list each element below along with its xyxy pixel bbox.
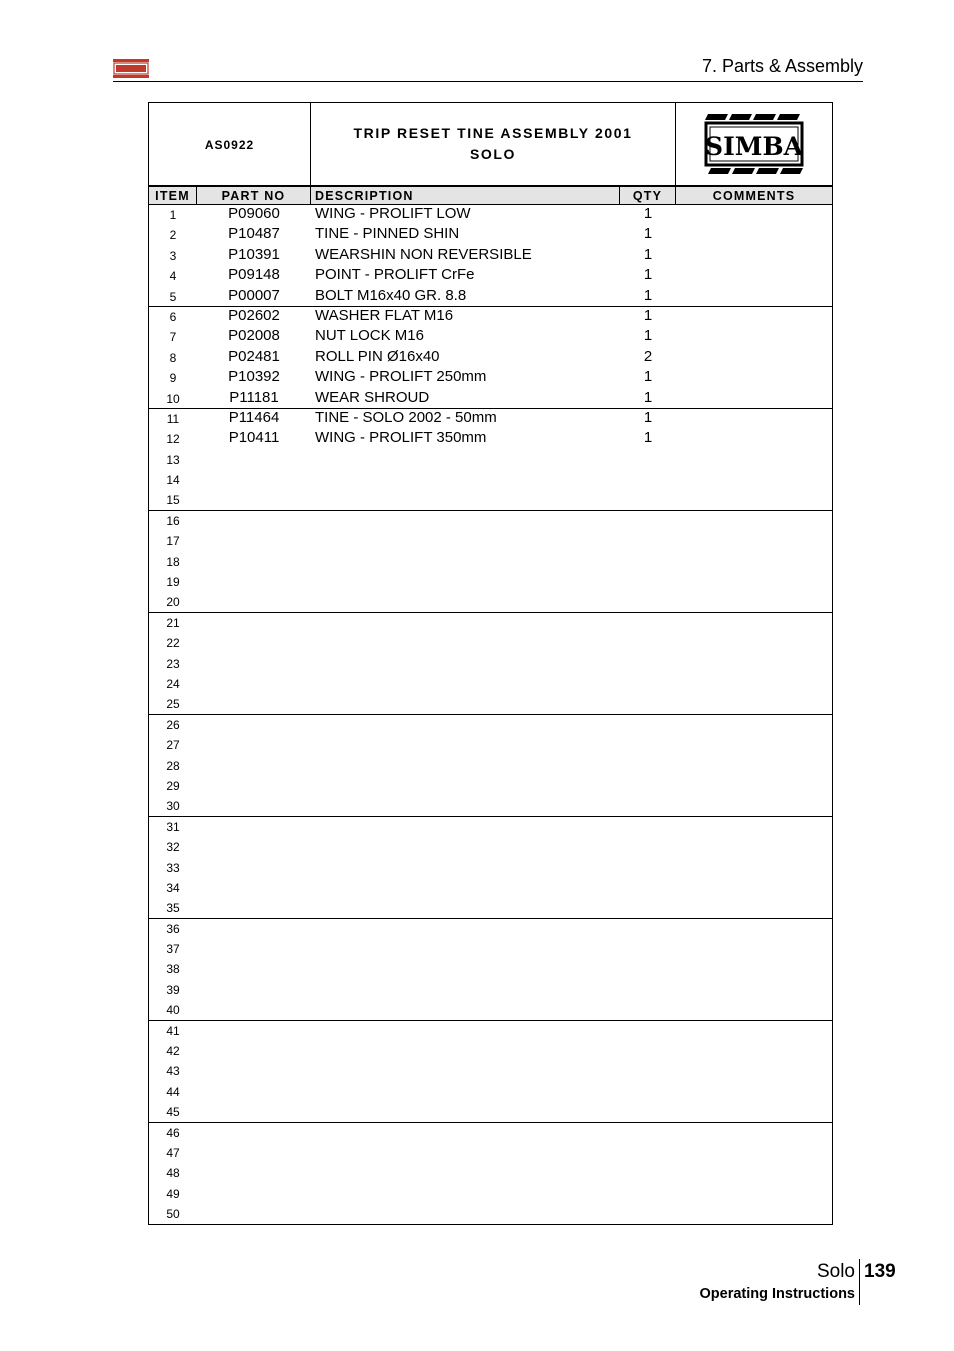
table-row	[149, 205, 832, 225]
table-row	[149, 1204, 832, 1224]
column-header-qty: QTY	[620, 187, 676, 204]
item-number: 18	[166, 554, 180, 569]
item-number: 36	[166, 921, 180, 936]
item-number: 4	[169, 269, 177, 284]
item-number: 17	[166, 534, 180, 549]
part-quantity: 1	[643, 408, 653, 426]
table-row	[149, 409, 832, 429]
item-number: 48	[166, 1166, 180, 1181]
part-number: P10391	[228, 245, 280, 263]
part-description: WEARSHIN NON REVERSIBLE	[315, 245, 532, 263]
part-quantity: 2	[643, 347, 653, 365]
table-row	[149, 837, 832, 857]
table-row	[149, 592, 832, 612]
item-number: 50	[166, 1207, 180, 1222]
part-number: P10411	[228, 429, 280, 447]
item-number: 49	[166, 1186, 180, 1201]
item-number: 26	[166, 717, 180, 732]
item-number: 44	[166, 1084, 180, 1099]
item-number: 23	[166, 656, 180, 671]
item-number: 3	[169, 248, 177, 263]
item-number: 7	[169, 330, 177, 345]
part-description: TINE - PINNED SHIN	[315, 225, 460, 243]
parts-sheet	[148, 102, 833, 1225]
table-row	[149, 735, 832, 755]
brand-logo	[676, 103, 832, 185]
item-number: 39	[166, 982, 180, 997]
table-row	[149, 572, 832, 592]
table-row	[149, 898, 832, 918]
item-number: 31	[166, 819, 180, 834]
table-row	[149, 1082, 832, 1102]
item-number: 28	[166, 758, 180, 773]
table-row	[149, 511, 832, 531]
table-row	[149, 959, 832, 979]
assembly-title-line2: SOLO	[469, 146, 517, 162]
item-number: 24	[166, 676, 180, 691]
table-row	[149, 674, 832, 694]
title-block	[149, 103, 832, 185]
product-name: Solo	[816, 1261, 855, 1282]
table-row	[149, 776, 832, 796]
item-number: 45	[166, 1105, 180, 1120]
item-number: 41	[166, 1023, 180, 1038]
item-number: 15	[166, 493, 180, 508]
item-number: 32	[166, 840, 180, 855]
table-row	[149, 756, 832, 776]
table-row	[149, 429, 832, 449]
item-number: 42	[166, 1044, 180, 1059]
part-quantity: 1	[643, 245, 653, 263]
part-description: WING - PROLIFT LOW	[315, 205, 471, 222]
item-number: 14	[166, 473, 180, 488]
item-number: 40	[166, 1003, 180, 1018]
section-title: 7. Parts & Assembly	[701, 56, 863, 76]
table-row	[149, 225, 832, 245]
table-row	[149, 1041, 832, 1061]
item-number: 13	[166, 452, 180, 467]
table-row	[149, 694, 832, 714]
table-row	[149, 796, 832, 816]
assembly-title-line1: TRIP RESET TINE ASSEMBLY 2001	[353, 125, 633, 141]
table-row	[149, 1143, 832, 1163]
table-row	[149, 1184, 832, 1204]
part-description: WASHER FLAT M16	[315, 306, 454, 324]
column-header-comments: COMMENTS	[712, 189, 796, 203]
column-header-description: DESCRIPTION	[311, 187, 620, 204]
table-row	[149, 858, 832, 878]
item-number: 9	[169, 371, 177, 386]
column-header-part-no: PART NO	[197, 187, 311, 204]
item-number: 22	[166, 636, 180, 651]
item-number: 30	[166, 799, 180, 814]
item-number: 8	[169, 350, 177, 365]
part-description: NUT LOCK M16	[315, 327, 424, 345]
part-quantity: 1	[643, 388, 653, 406]
table-row	[149, 470, 832, 490]
table-row	[149, 1163, 832, 1183]
item-number: 2	[169, 228, 177, 243]
item-number: 12	[166, 432, 180, 447]
part-quantity: 1	[643, 306, 653, 324]
item-number: 37	[166, 942, 180, 957]
part-number: P10392	[228, 368, 280, 386]
item-number: 43	[166, 1064, 180, 1079]
part-number: P11464	[228, 408, 280, 426]
item-number: 27	[166, 738, 180, 753]
page-number: 139	[864, 1261, 896, 1282]
table-row	[149, 327, 832, 347]
table-row	[149, 1000, 832, 1020]
part-description: WING - PROLIFT 350mm	[315, 429, 487, 447]
item-number: 11	[166, 411, 180, 426]
item-number: 20	[166, 595, 180, 610]
table-row	[149, 1102, 832, 1122]
table-row	[149, 1061, 832, 1081]
table-row	[149, 715, 832, 735]
item-number: 21	[166, 615, 180, 630]
table-row	[149, 287, 832, 307]
table-row	[149, 817, 832, 837]
part-number: P09060	[228, 205, 280, 222]
part-quantity: 1	[643, 225, 653, 243]
item-number: 34	[166, 880, 180, 895]
item-number: 6	[169, 309, 177, 324]
table-row	[149, 1123, 832, 1143]
table-row	[149, 633, 832, 653]
document-subtitle: Operating Instructions	[699, 1286, 855, 1302]
part-number: P09148	[228, 266, 280, 284]
table-row	[149, 552, 832, 572]
table-row	[149, 531, 832, 551]
part-quantity: 1	[643, 429, 653, 447]
item-number: 1	[169, 208, 177, 222]
table-row	[149, 389, 832, 409]
svg-text:SIMBA: SIMBA	[705, 132, 803, 161]
assembly-code: AS0922	[149, 103, 311, 185]
item-number: 47	[166, 1145, 180, 1160]
table-row	[149, 613, 832, 633]
table-row	[149, 919, 832, 939]
table-row	[149, 1021, 832, 1041]
item-number: 38	[166, 962, 180, 977]
part-quantity: 1	[643, 286, 653, 304]
column-header-item: ITEM	[149, 187, 197, 204]
part-number: P00007	[228, 286, 280, 304]
part-number: P02008	[228, 327, 280, 345]
table-row	[149, 266, 832, 286]
part-number: P02481	[228, 347, 280, 365]
item-number: 46	[166, 1125, 180, 1140]
part-number: P10487	[228, 225, 280, 243]
part-description: BOLT M16x40 GR. 8.8	[315, 286, 467, 304]
part-description: WEAR SHROUD	[315, 388, 430, 406]
part-description: TINE - SOLO 2002 - 50mm	[315, 408, 497, 426]
table-row	[149, 490, 832, 510]
header-divider	[113, 81, 863, 82]
item-number: 25	[166, 697, 180, 712]
item-number: 16	[166, 513, 180, 528]
table-row	[149, 348, 832, 368]
column-headers	[149, 185, 832, 205]
table-row	[149, 307, 832, 327]
part-number: P11181	[229, 388, 279, 406]
part-quantity: 1	[643, 327, 653, 345]
part-quantity: 1	[643, 205, 653, 222]
item-number: 29	[166, 778, 180, 793]
simba-brand-logo-icon	[704, 112, 804, 176]
part-number: P02602	[228, 306, 280, 324]
part-quantity: 1	[643, 266, 653, 284]
footer-divider	[859, 1259, 860, 1305]
table-row	[149, 654, 832, 674]
table-row	[149, 246, 832, 266]
part-quantity: 1	[643, 368, 653, 386]
item-number: 33	[166, 860, 180, 875]
item-number: 5	[169, 289, 177, 304]
part-description: WING - PROLIFT 250mm	[315, 368, 487, 386]
part-description: POINT - PROLIFT CrFe	[315, 266, 475, 284]
simba-logo-icon	[113, 59, 149, 79]
part-description: ROLL PIN Ø16x40	[315, 347, 440, 365]
table-row	[149, 368, 832, 388]
item-number: 10	[166, 391, 180, 406]
table-row	[149, 980, 832, 1000]
table-row	[149, 450, 832, 470]
table-row	[149, 939, 832, 959]
table-row	[149, 878, 832, 898]
item-number: 35	[166, 901, 180, 916]
item-number: 19	[166, 575, 180, 590]
parts-list	[149, 205, 832, 1225]
assembly-title	[311, 103, 676, 185]
